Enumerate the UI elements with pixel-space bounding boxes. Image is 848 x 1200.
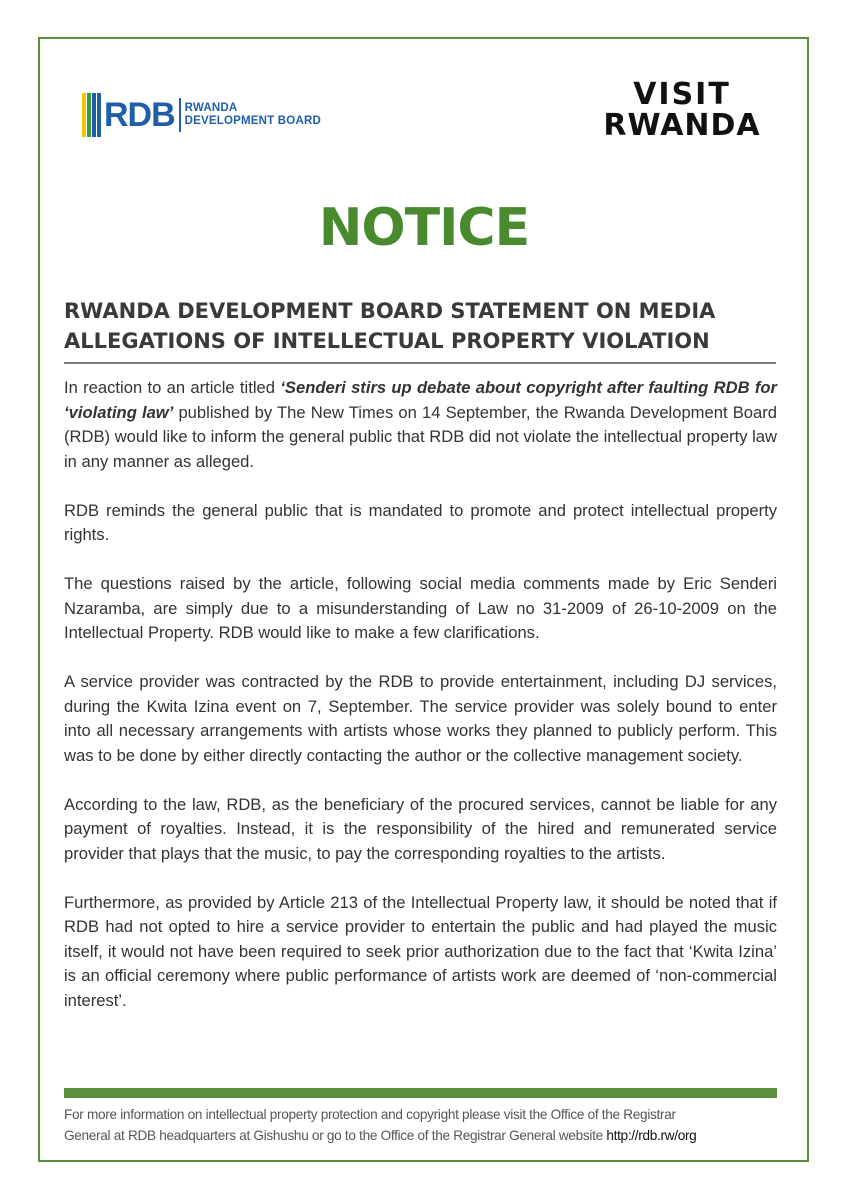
paragraph-1-rest: published by The New Times on 14 September, the Rwanda Development Board (RDB) would like to inform the general public that RDB did not violate the intellectual property law in any manner as alleged. xyxy=(64,402,777,471)
footer-line2 xyxy=(64,1125,784,1146)
rdb-bar-blue xyxy=(92,93,96,137)
headline-divider xyxy=(64,362,776,364)
rdb-logo-mark: RDB xyxy=(104,98,181,132)
statement-body xyxy=(64,376,777,1038)
visit-rwanda-logo xyxy=(596,77,768,143)
paragraph-3: The questions raised by the article, following social media comments made by Eric Senderi Nzaramba, are simply due to a misunderstanding of Law no 31-2009 of 26-10-2009 on the Intellectual Property. RDB would like to make a few clarifications. xyxy=(64,574,777,642)
rdb-logo-bars xyxy=(82,93,102,137)
article-title: ‘Senderi stirs up debate about copyright after faulting RDB for ‘violating law’ xyxy=(64,378,777,422)
footer-divider xyxy=(64,1088,777,1098)
rdb-logo-name-line2: DEVELOPMENT BOARD xyxy=(184,115,321,127)
rdb-bar-blue-2 xyxy=(97,93,101,137)
rdb-bar-yellow xyxy=(82,93,86,137)
paragraph-5: According to the law, RDB, as the beneficiary of the procured services, cannot be liable for any payment of royalties. Instead, it is the responsibility of the hired and remunerated service provider that plays that the music, to pay the corresponding royalties to the artists. xyxy=(64,794,777,863)
visit-logo-line1: VISIT xyxy=(633,77,731,112)
paragraph-6: Furthermore, as provided by Article 213 of the Intellectual Property law, it should be noted that if RDB had not opted to hire a service provider to entertain the public and had played the music itself, it would not have been required to seek prior authorization due to the fact that ‘Kwita Izina’ is an official ceremony where public performance of artists work are deemed of ‘non-commercial interest’. xyxy=(64,892,777,1010)
footer-line2-text: General at RDB headquarters at Gishushu or go to the Office of the Registrar General website xyxy=(64,1128,607,1143)
rdb-logo xyxy=(82,92,321,138)
footer-line1: For more information on intellectual property protection and copyright please visit the Office of the Registrar xyxy=(64,1107,676,1122)
headline-line1: RWANDA DEVELOPMENT BOARD STATEMENT ON MEDIA xyxy=(64,299,716,323)
footer xyxy=(64,1104,784,1146)
paragraph-1 xyxy=(64,376,777,474)
rdb-bar-green xyxy=(87,93,91,137)
statement-headline xyxy=(64,296,776,356)
headline-line2: ALLEGATIONS OF INTELLECTUAL PROPERTY VIOLATION xyxy=(64,329,710,353)
paragraph-1-prefix: In reaction to an article titled xyxy=(64,378,281,397)
rdb-logo-name xyxy=(185,102,321,128)
rdb-logo-name-line1: RWANDA xyxy=(184,102,238,114)
registrar-website-link[interactable]: http://rdb.rw/org xyxy=(606,1128,697,1143)
visit-logo-line2: RWANDA xyxy=(603,108,761,143)
notice-title: NOTICE xyxy=(318,198,530,258)
paragraph-2: RDB reminds the general public that is mandated to promote and protect intellectual property rights. xyxy=(64,500,777,544)
paragraph-4: A service provider was contracted by the RDB to provide entertainment, including DJ services, during the Kwita Izina event on 7, September. The service provider was solely bound to enter into all necessary arrangements with artists whose works they planned to publicly perform. This was to be done by either directly contacting the author or the collective management society. xyxy=(64,672,777,765)
